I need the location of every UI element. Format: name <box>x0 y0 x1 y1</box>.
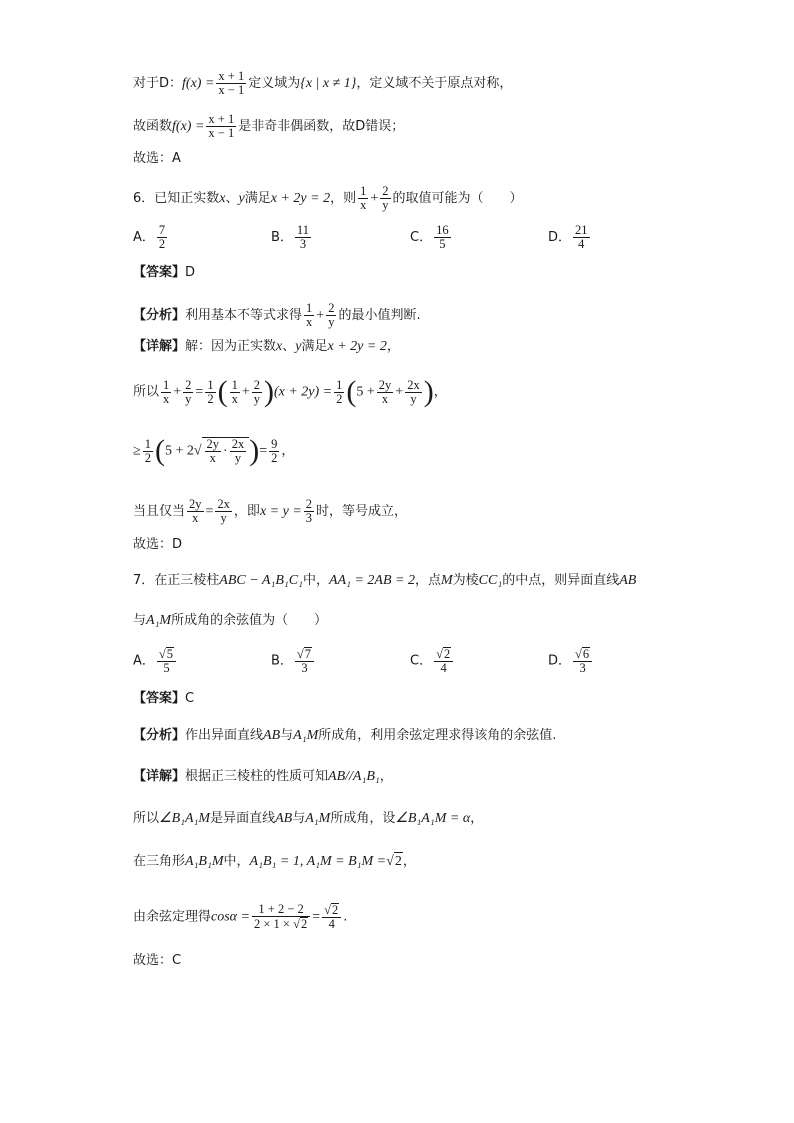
q6-analysis: 【分析】利用基本不等式求得 $\frac{1}{x}$ + $\frac{2}{y}$ 的最小值判断. <box>133 301 421 329</box>
q6-option-d: D． $\frac{21}{4}$ <box>548 223 588 251</box>
q5-answer: 故选：A <box>133 151 181 166</box>
q6-eq3: 当且仅当 $\frac{2y}{x}$ = $\frac{2x}{y}$ ，即x = y = $\frac{2}{3}$ 时，等号成立， <box>133 497 408 525</box>
math: x <box>219 191 226 206</box>
math: y <box>238 191 245 206</box>
q7-answer: 【答案】C <box>133 691 195 706</box>
q7-line4: 由余弦定理得cosα = $\frac{1 + 2 - 2}{2 \times 1 \times √2}$ = $\frac{√2}{4}$ . <box>133 902 348 931</box>
q5-line2 <box>133 113 404 140</box>
q6-eq1: 所以 $\frac{1}{x}$ + $\frac{2}{y}$ = $\frac{1}{2}$ ( $\frac{1}{x}$ + $\frac{2}{y}$ )(x + 2y) = $\frac{1}{2}$ (5 + $\frac{2y}{x}$ + $\frac{2x}{y}$ )， <box>133 375 447 408</box>
q6-option-b: B． $\frac{11}{3}$ <box>271 223 309 251</box>
fraction: $\frac{x + 1}{x - 1}$ <box>208 112 235 140</box>
q6-final: 故选：D <box>133 537 183 552</box>
domain-set: {x | x ≠ 1} <box>300 76 357 91</box>
fraction: $\frac{2}{y}$ <box>382 184 389 212</box>
text: ，则 <box>330 191 357 206</box>
q7-line3: 在三角形A₁B₁M中，A₁B₁ = 1, A₁M = B₁M =√2， <box>133 854 416 869</box>
math: + <box>370 191 379 206</box>
q7-detail: 【详解】根据正三棱柱的性质可知AB//A₁B₁， <box>133 769 393 784</box>
text: 定义域为 <box>248 76 301 91</box>
q6-stem <box>133 185 523 212</box>
q7-analysis: 【分析】作出异面直线AB与A₁M所成角，利用余弦定理求得该角的余弦值. <box>133 728 557 743</box>
math: f(x) = <box>182 76 215 91</box>
text: ，定义域不关于原点对称， <box>356 76 513 91</box>
q7-option-d: D． $\frac{√6}{3}$ <box>548 647 594 675</box>
math: x + 2y = 2 <box>270 191 331 206</box>
q6-answer: 【答案】D <box>133 265 196 280</box>
math: f(x) = <box>172 119 205 134</box>
q6-eq2: ≥ $\frac{1}{2}$ (5 + 2√ $\frac{2y}{x}$ · $\frac{2x}{y}$ )= $\frac{9}{2}$ ， <box>133 434 295 467</box>
text: 对于D： <box>133 76 183 91</box>
text: 、 <box>225 191 239 206</box>
text: 6．已知正实数 <box>133 191 220 206</box>
text: 是非奇非偶函数，故D错误； <box>238 119 405 134</box>
text: 的取值可能为（ ） <box>392 191 523 206</box>
q7-final: 故选：C <box>133 953 182 968</box>
q7-option-b: B． $\frac{√7}{3}$ <box>271 647 316 675</box>
q7-stem2: 与A₁M所成角的余弦值为（ ） <box>133 613 328 628</box>
q6-option-c: C． $\frac{16}{5}$ <box>410 223 449 251</box>
text: 故函数 <box>133 119 173 134</box>
q6-detail: 【详解】解：因为正实数x、y满足x + 2y = 2， <box>133 339 400 354</box>
q7-option-a: A． $\frac{√5}{5}$ <box>133 647 178 675</box>
q6-option-a: A． $\frac{7}{2}$ <box>133 223 166 251</box>
fraction: $\frac{x + 1}{x - 1}$ <box>218 69 245 97</box>
fraction: $\frac{1}{x}$ <box>360 184 367 212</box>
q7-stem1: 7．在正三棱柱ABC − A₁B₁C₁中，AA₁ = 2AB = 2，点M为棱CC₁的中点，则异面直线AB <box>133 573 637 588</box>
q7-option-c: C． $\frac{√2}{4}$ <box>410 647 455 675</box>
q7-line2: 所以∠B₁A₁M是异面直线AB与A₁M所成角，设∠B₁A₁M = α， <box>133 811 484 826</box>
q5-line1 <box>133 70 512 97</box>
text: 满足 <box>244 191 271 206</box>
